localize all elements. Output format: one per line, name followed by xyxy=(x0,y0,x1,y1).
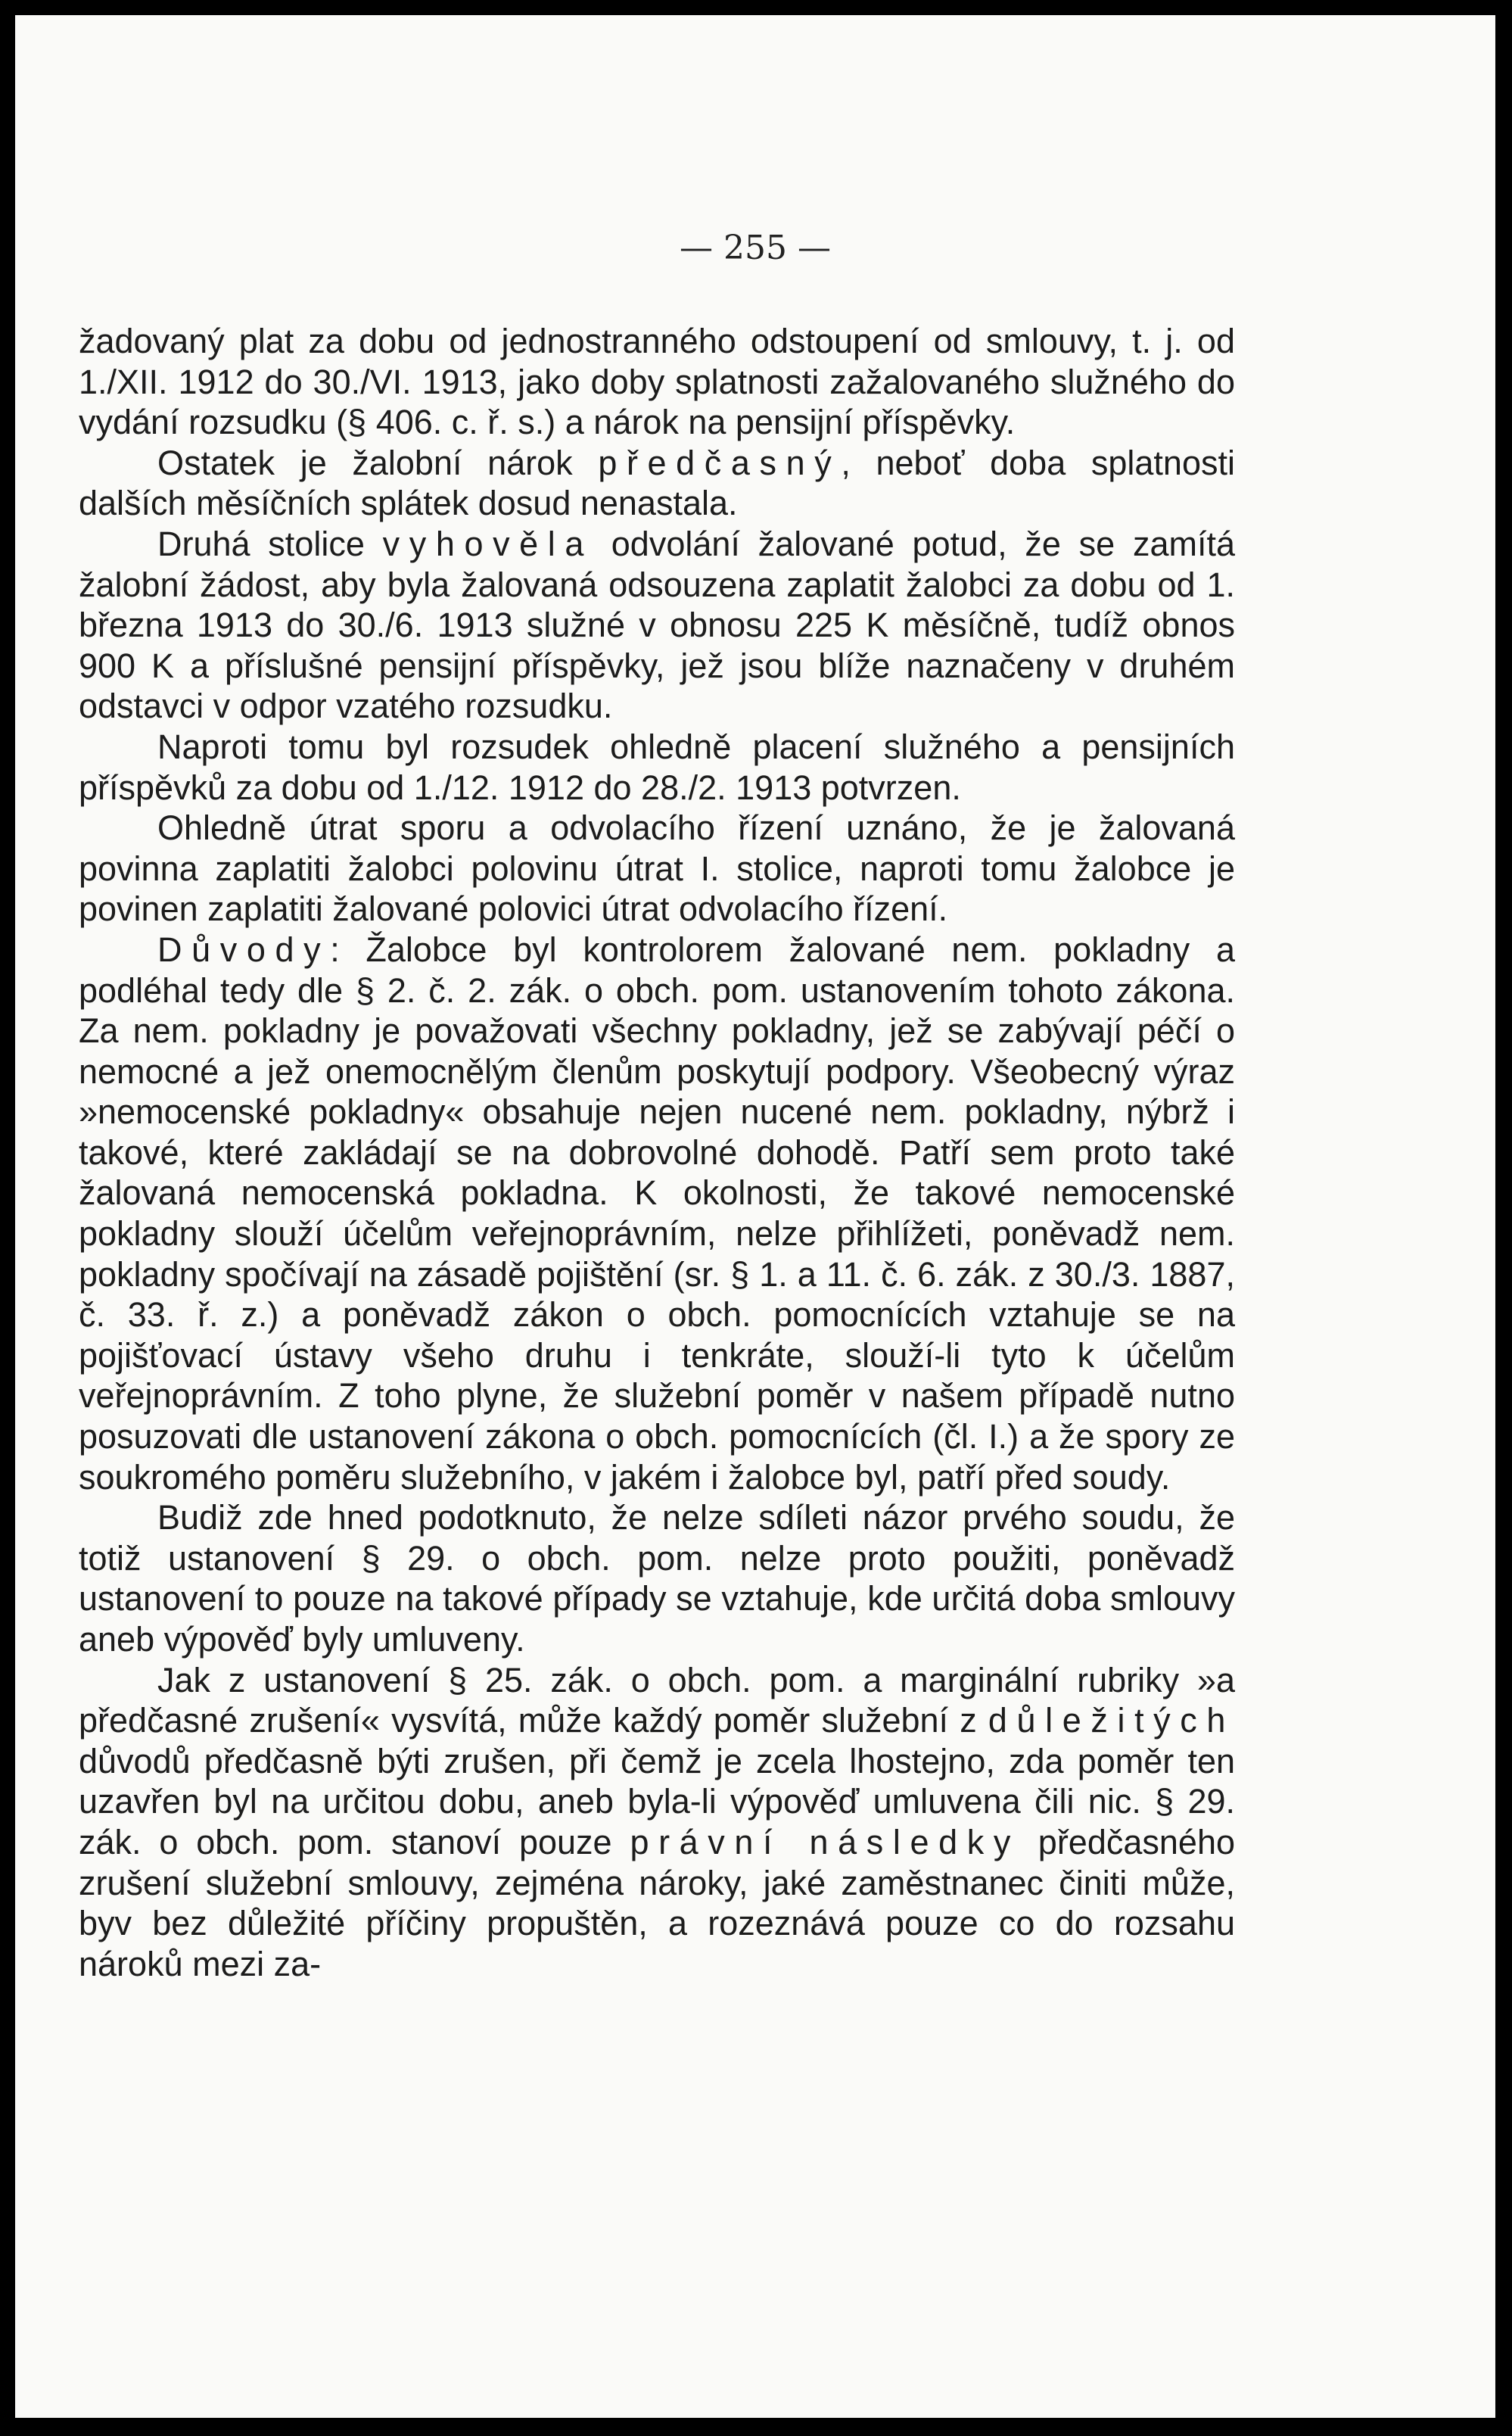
spaced-emphasis: právní následky xyxy=(630,1822,1020,1861)
spaced-emphasis: vyhověla xyxy=(382,524,594,563)
page-number: — 255 — xyxy=(680,229,831,267)
paragraph-7: Budiž zde hned podotknuto, že nelze sdíleti názor prvého soudu, že totiž ustanovení § 29. o obch. pom. nelze proto použiti, poněvadž ustanovení to pouze na takové případy se vztahuje, kde určitá doba smlouvy aneb výpověď byly umluveny. xyxy=(79,1498,1235,1659)
paragraph-4: Naproti tomu byl rozsudek ohledně placení služného a pensijních příspěvků za dobu od 1./12. 1912 do 28./2. 1913 potvrzen. xyxy=(79,727,1235,807)
paragraph-6: Důvody: Žalobce byl kontrolorem žalované nem. pokladny a podléhal tedy dle § 2. č. 2. zák. o obch. pom. ustanovením tohoto zákona. Za nem. pokladny je považovati všechny pokladny, jež se zabývají péčí o nemocné a jež onemocnělým členům poskytují podpory. Všeobecný výraz »nemocenské pokladny« obsahuje nejen nucené nem. pokladny, nýbrž i takové, které zakládají se na dobrovolné dohodě. Patří sem proto také žalovaná nemocenská pokladna. K okolnosti, že takové nemocenské pokladny slouží účelům veřejnoprávním, nelze přihlížeti, poněvadž nem. pokladny spočívají na zásadě pojištění (sr. § 1. a 11. č. 6. zák. z 30./3. 1887, č. 33. ř. z.) a poněvadž zákon o obch. pomocnících vztahuje se na pojišťovací ústavy všeho druhu i tenkráte, slouží-li tyto k účelům veřejnoprávním. Z toho plyne, že služební poměr v našem případě nutno posuzovati dle ustanovení zákona o obch. pomocnících (čl. I.) a že spory ze soukromého poměru služebního, v jakém i žalobce byl, patří před soudy. xyxy=(79,930,1235,1497)
paragraph-2: Ostatek je žalobní nárok předčasný, neboť doba splatnosti dalších měsíčních splátek dosud nenastala. xyxy=(79,443,1235,523)
body-text xyxy=(79,321,1235,1984)
paragraph-1 xyxy=(79,321,1235,443)
paragraph-5: Ohledně útrat sporu a odvolacího řízení uznáno, že je žalovaná povinna zaplatiti žalobci polovinu útrat I. stolice, naproti tomu žalobce je povinen zaplatiti žalované polovici útrat odvolacího řízení. xyxy=(79,808,1235,929)
spaced-emphasis: důležitých xyxy=(988,1701,1235,1740)
paragraph-8: Jak z ustanovení § 25. zák. o obch. pom. a marginální rubriky »a předčasné zrušení« vysvítá, může každý poměr služební z důležitých důvodů předčasně býti zrušen, při čemž je zcela lhostejno, zda poměr ten uzavřen byl na určitou dobu, aneb byla-li výpověď umluvena čili nic. § 29. zák. o obch. pom. stanoví pouze právní následky předčasného zrušení služební smlouvy, zejména nároky, jaké zaměstnanec činiti může, byv bez důležité příčiny propuštěn, a rozeznává pouze co do rozsahu nároků mezi za- xyxy=(79,1660,1235,1983)
paragraph-text: žadovaný plat za dobu od jednostranného odstoupení od smlouvy, t. j. od 1./XII. 1912 do 30./VI. 1913, jako doby splatnosti zažalovaného služného do vydání rozsudku (§ 406. c. ř. s.) a nárok na pensijní příspěvky. xyxy=(79,322,1235,442)
spaced-emphasis: předčasný xyxy=(598,443,842,482)
paragraph-3: Druhá stolice vyhověla odvolání žalované potud, že se zamítá žalobní žádost, aby byla žalovaná odsouzena zaplatit žalobci za dobu od 1. března 1913 do 30./6. 1913 služné v obnosu 225 K měsíčně, tudíž obnos 900 K a příslušné pensijní příspěvky, jež jsou blíže naznačeny v druhém odstavci v odpor vzatého rozsudku. xyxy=(79,524,1235,726)
document-page xyxy=(15,15,1495,2418)
section-heading-duvody: Důvody xyxy=(157,930,331,969)
